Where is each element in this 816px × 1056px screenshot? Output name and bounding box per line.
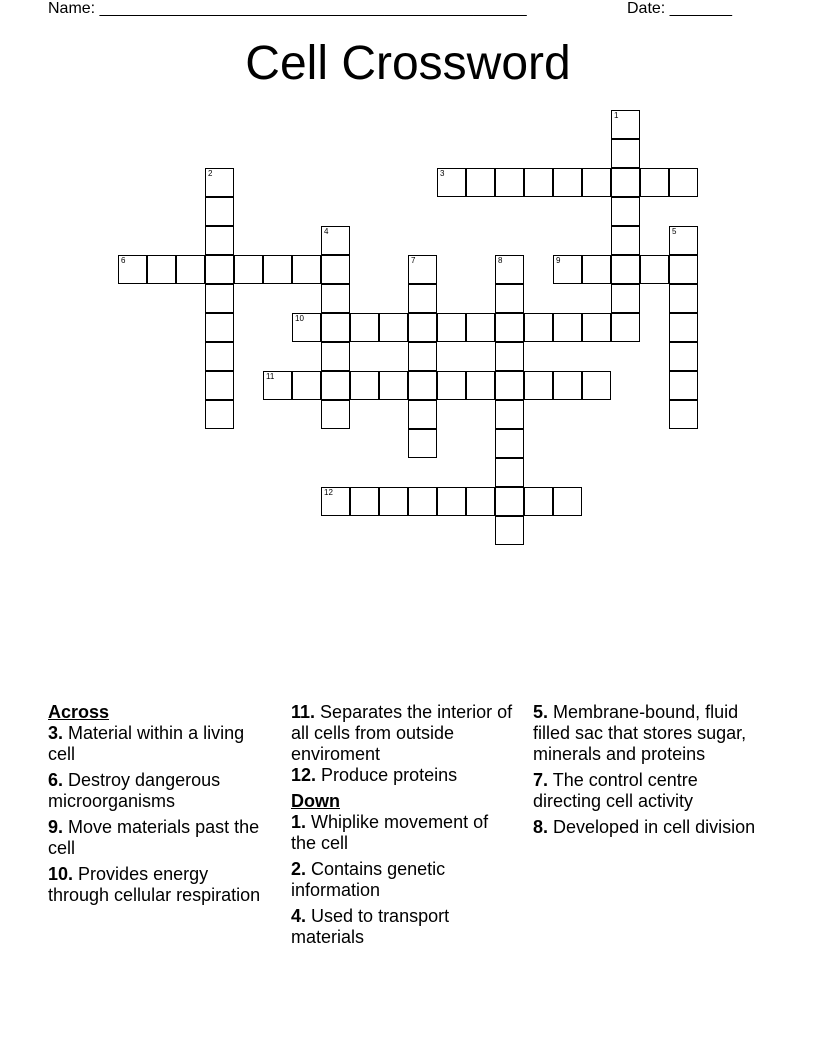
grid-cell[interactable]	[234, 255, 263, 284]
cell-number: 5	[672, 227, 677, 236]
grid-cell[interactable]	[292, 371, 321, 400]
grid-cell[interactable]	[437, 371, 466, 400]
grid-cell[interactable]	[408, 371, 437, 400]
grid-cell[interactable]	[379, 487, 408, 516]
grid-cell[interactable]	[466, 313, 495, 342]
grid-cell[interactable]	[437, 487, 466, 516]
grid-cell[interactable]	[205, 168, 234, 197]
grid-cell[interactable]	[640, 168, 669, 197]
grid-cell[interactable]	[408, 400, 437, 429]
grid-cell[interactable]	[466, 168, 495, 197]
cell-number: 1	[614, 111, 619, 120]
grid-cell[interactable]	[611, 226, 640, 255]
grid-cell[interactable]	[205, 400, 234, 429]
date-line: _______	[669, 0, 732, 17]
page-title: Cell Crossword	[245, 37, 571, 90]
grid-cell[interactable]	[408, 487, 437, 516]
grid-cell[interactable]	[321, 487, 350, 516]
clue-across-6: 6. Destroy dangerous microorganisms	[48, 770, 221, 811]
grid-cell[interactable]	[437, 168, 466, 197]
cell-number: 2	[208, 169, 213, 178]
grid-cell[interactable]	[263, 255, 292, 284]
clue-across-11: 11. Separates the interior of all cells from outside enviroment	[291, 702, 513, 764]
cell-number: 3	[440, 169, 445, 178]
grid-cell[interactable]	[669, 255, 698, 284]
grid-cell[interactable]	[263, 371, 292, 400]
grid-cell[interactable]	[408, 429, 437, 458]
grid-cell[interactable]	[321, 342, 350, 371]
cell-number: 6	[121, 256, 126, 265]
grid-cell[interactable]	[176, 255, 205, 284]
grid-cell[interactable]	[611, 284, 640, 313]
grid-cell[interactable]	[611, 313, 640, 342]
clue-down-7: 7. The control centre directing cell activity	[533, 770, 698, 811]
clue-down-1: 1. Whiplike movement of the cell	[291, 812, 489, 853]
grid-cell[interactable]	[524, 313, 553, 342]
grid-cell[interactable]	[408, 313, 437, 342]
grid-cell[interactable]	[495, 371, 524, 400]
grid-cell[interactable]	[495, 487, 524, 516]
grid-cell[interactable]	[669, 342, 698, 371]
grid-cell[interactable]	[669, 313, 698, 342]
grid-cell[interactable]	[582, 255, 611, 284]
clue-down-2: 2. Contains genetic information	[291, 859, 446, 900]
grid-cell[interactable]	[205, 284, 234, 313]
cell-number: 11	[266, 372, 275, 381]
grid-cell[interactable]	[611, 255, 640, 284]
grid-cell[interactable]	[147, 255, 176, 284]
grid-cell[interactable]	[553, 168, 582, 197]
grid-cell[interactable]	[669, 226, 698, 255]
grid-cell[interactable]	[495, 400, 524, 429]
grid-cell[interactable]	[321, 313, 350, 342]
grid-cell[interactable]	[524, 371, 553, 400]
grid-cell[interactable]	[582, 168, 611, 197]
grid-cell[interactable]	[118, 255, 147, 284]
grid-cell[interactable]	[553, 313, 582, 342]
grid-cell[interactable]	[611, 110, 640, 139]
cell-number: 4	[324, 227, 329, 236]
grid-cell[interactable]	[495, 168, 524, 197]
grid-cell[interactable]	[553, 255, 582, 284]
cell-number: 9	[556, 256, 561, 265]
clue-across-3: 3. Material within a living cell	[48, 723, 245, 764]
grid-cell[interactable]	[669, 400, 698, 429]
grid-cell[interactable]	[466, 371, 495, 400]
grid-cell[interactable]	[495, 284, 524, 313]
clues-column-1	[48, 702, 273, 911]
clue-across-12: 12. Produce proteins	[291, 765, 458, 785]
clues-column-2	[291, 702, 516, 953]
cell-number: 8	[498, 256, 503, 265]
grid-cell[interactable]	[292, 255, 321, 284]
clue-down-8: 8. Developed in cell division	[533, 817, 756, 837]
grid-cell[interactable]	[408, 255, 437, 284]
grid-cell[interactable]	[466, 487, 495, 516]
across-heading: Across	[48, 702, 110, 722]
down-heading: Down	[291, 791, 340, 811]
grid-cell[interactable]	[524, 168, 553, 197]
clue-down-4: 4. Used to transport materials	[291, 906, 450, 947]
clues-column-3	[533, 702, 758, 843]
grid-cell[interactable]	[495, 255, 524, 284]
grid-cell[interactable]	[553, 371, 582, 400]
grid-cell[interactable]	[321, 255, 350, 284]
grid-cell[interactable]	[582, 313, 611, 342]
grid-cell[interactable]	[321, 284, 350, 313]
grid-cell[interactable]	[205, 255, 234, 284]
grid-cell[interactable]	[379, 371, 408, 400]
grid-cell[interactable]	[553, 487, 582, 516]
grid-cell[interactable]	[350, 313, 379, 342]
grid-cell[interactable]	[495, 516, 524, 545]
grid-cell[interactable]	[611, 197, 640, 226]
grid-cell[interactable]	[350, 487, 379, 516]
grid-cell[interactable]	[669, 284, 698, 313]
grid-cell[interactable]	[205, 197, 234, 226]
date-field[interactable]	[627, 0, 732, 18]
grid-cell[interactable]	[582, 371, 611, 400]
cell-number: 7	[411, 256, 416, 265]
grid-cell[interactable]	[321, 400, 350, 429]
grid-cell[interactable]	[495, 342, 524, 371]
grid-cell[interactable]	[205, 371, 234, 400]
cell-number: 10	[295, 314, 304, 323]
grid-cell[interactable]	[350, 371, 379, 400]
grid-cell[interactable]	[292, 313, 321, 342]
grid-cell[interactable]	[611, 139, 640, 168]
grid-cell[interactable]	[408, 342, 437, 371]
grid-cell[interactable]	[379, 313, 408, 342]
cell-number: 12	[324, 488, 333, 497]
grid-cell[interactable]	[205, 226, 234, 255]
grid-cell[interactable]	[205, 342, 234, 371]
grid-cell[interactable]	[640, 255, 669, 284]
grid-cell[interactable]	[437, 313, 466, 342]
date-label: Date:	[627, 0, 666, 17]
grid-cell[interactable]	[408, 284, 437, 313]
grid-cell[interactable]	[669, 371, 698, 400]
grid-cell[interactable]	[205, 313, 234, 342]
grid-cell[interactable]	[321, 226, 350, 255]
clue-across-10: 10. Provides energy through cellular respiration	[48, 864, 261, 905]
grid-cell[interactable]	[611, 168, 640, 197]
grid-cell[interactable]	[495, 313, 524, 342]
clue-down-5: 5. Membrane-bound, fluid filled sac that stores sugar, minerals and proteins	[533, 702, 747, 764]
grid-cell[interactable]	[321, 371, 350, 400]
name-line: ________________________________________________	[99, 0, 527, 17]
name-field[interactable]	[48, 0, 527, 18]
grid-cell[interactable]	[669, 168, 698, 197]
grid-cell[interactable]	[495, 429, 524, 458]
clue-across-9: 9. Move materials past the cell	[48, 817, 260, 858]
grid-cell[interactable]	[495, 458, 524, 487]
grid-cell[interactable]	[524, 487, 553, 516]
name-label: Name:	[48, 0, 96, 17]
